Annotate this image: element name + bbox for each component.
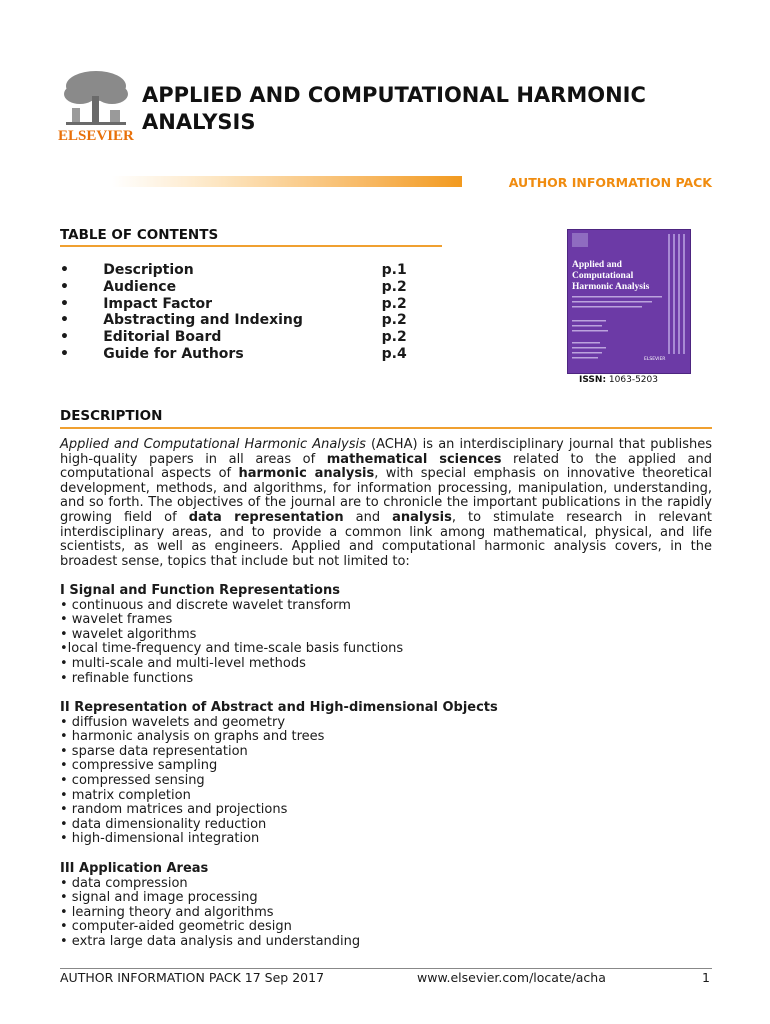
list-item: • learning theory and algorithms bbox=[60, 904, 274, 920]
list-item: •local time-frequency and time-scale basis functions bbox=[60, 641, 404, 657]
list-item: • matrix completion bbox=[60, 787, 191, 803]
footer-url[interactable]: www.elsevier.com/locate/acha bbox=[417, 970, 606, 985]
journal-title: APPLIED AND COMPUTATIONAL HARMONIC ANALYSIS bbox=[142, 83, 646, 134]
description-paragraph: Applied and Computational Harmonic Analysis (ACHA) is an interdisciplinary journal that publishes high-quality papers in all areas of mathematical sciences related to the applied and computational aspects of harmonic analysis, with special emphasis on innovative theoretical development, methods, and algorithms, for information processing, manipulation, understanding, and so forth. The objectives of the journal are to chronicle the important publications in the rapidly growing field of data representation and analysis, to stimulate research in relevant interdisciplinary areas, and to provide a common link among mathematical, physical, and life scientists, as well as engineers. Applied and computational harmonic analysis covers, in the broadest sense, topics that include but not limited to: bbox=[60, 437, 713, 569]
toc-item[interactable] bbox=[60, 312, 420, 329]
description-rule bbox=[60, 427, 712, 429]
list-item: • extra large data analysis and understanding bbox=[60, 933, 361, 949]
elsevier-logo-text: ELSEVIER bbox=[58, 128, 134, 144]
footer-rule bbox=[60, 968, 712, 969]
list-item: • computer-aided geometric design bbox=[60, 919, 292, 935]
list-item: • compressive sampling bbox=[60, 758, 218, 774]
page-number: 1 bbox=[702, 970, 710, 985]
toc-item-page: p.2 bbox=[381, 329, 407, 346]
issn-value: 1063-5203 bbox=[608, 375, 658, 385]
list-item: • data dimensionality reduction bbox=[60, 816, 267, 832]
toc-heading: TABLE OF CONTENTS bbox=[60, 227, 219, 243]
list-item: • harmonic analysis on graphs and trees bbox=[60, 729, 325, 745]
description-body bbox=[60, 438, 712, 569]
section-title: II Representation of Abstract and High-dimensional Objects bbox=[60, 700, 498, 715]
footer-left-text: AUTHOR INFORMATION PACK 17 Sep 2017 bbox=[60, 970, 325, 985]
toc-rule bbox=[60, 245, 442, 247]
author-info-pack-label: AUTHOR INFORMATION PACK bbox=[508, 175, 712, 190]
toc-item-page: p.2 bbox=[381, 312, 407, 329]
table-of-contents bbox=[60, 262, 420, 363]
toc-item-label: Guide for Authors bbox=[103, 345, 244, 362]
section-title: III Application Areas bbox=[60, 861, 209, 876]
list-item: • compressed sensing bbox=[60, 772, 205, 788]
section-title: I Signal and Function Representations bbox=[60, 583, 340, 598]
toc-item-page: p.1 bbox=[381, 262, 407, 278]
list-item: • wavelet frames bbox=[60, 612, 173, 628]
description-heading: DESCRIPTION bbox=[60, 408, 163, 424]
toc-item[interactable] bbox=[60, 329, 420, 346]
cover-title-line2: Computational bbox=[572, 271, 634, 281]
toc-item-label: Impact Factor bbox=[103, 295, 213, 312]
toc-bullet: • bbox=[60, 329, 69, 346]
toc-item-label: Description bbox=[103, 262, 194, 278]
list-item: • high-dimensional integration bbox=[60, 831, 260, 847]
section-2 bbox=[60, 701, 712, 847]
list-item: • random matrices and projections bbox=[60, 802, 288, 818]
cover-title-line3: Harmonic Analysis bbox=[572, 282, 650, 292]
toc-item[interactable] bbox=[60, 296, 420, 313]
toc-item-page: p.2 bbox=[381, 278, 407, 295]
toc-item[interactable] bbox=[60, 279, 420, 296]
decorative-gradient-band bbox=[112, 176, 462, 187]
toc-item[interactable] bbox=[60, 346, 420, 363]
toc-bullet: • bbox=[60, 295, 69, 312]
list-item: • wavelet algorithms bbox=[60, 626, 197, 642]
issn-label: ISSN: bbox=[579, 375, 607, 385]
toc-bullet: • bbox=[60, 312, 69, 329]
cover-publisher: ELSEVIER bbox=[644, 357, 666, 362]
list-item: • diffusion wavelets and geometry bbox=[60, 714, 286, 730]
toc-item-page: p.4 bbox=[381, 345, 407, 362]
toc-item-label: Abstracting and Indexing bbox=[103, 312, 303, 329]
list-item: • sparse data representation bbox=[60, 743, 248, 759]
list-item: • multi-scale and multi-level methods bbox=[60, 655, 306, 671]
section-3 bbox=[60, 862, 712, 950]
toc-bullet: • bbox=[60, 278, 69, 295]
toc-item-label: Editorial Board bbox=[103, 329, 222, 346]
toc-bullet: • bbox=[60, 262, 69, 278]
toc-item-page: p.2 bbox=[381, 295, 407, 312]
issn-line bbox=[579, 375, 658, 385]
list-item: • refinable functions bbox=[60, 670, 194, 686]
list-item: • data compression bbox=[60, 875, 188, 891]
list-item: • signal and image processing bbox=[60, 890, 258, 906]
toc-bullet: • bbox=[60, 345, 69, 362]
section-1 bbox=[60, 584, 712, 686]
cover-title-line1: Applied and bbox=[572, 260, 622, 270]
toc-item-label: Audience bbox=[103, 278, 177, 295]
journal-cover-image bbox=[567, 229, 691, 374]
toc-item[interactable] bbox=[60, 262, 420, 279]
list-item: • continuous and discrete wavelet transform bbox=[60, 597, 351, 613]
